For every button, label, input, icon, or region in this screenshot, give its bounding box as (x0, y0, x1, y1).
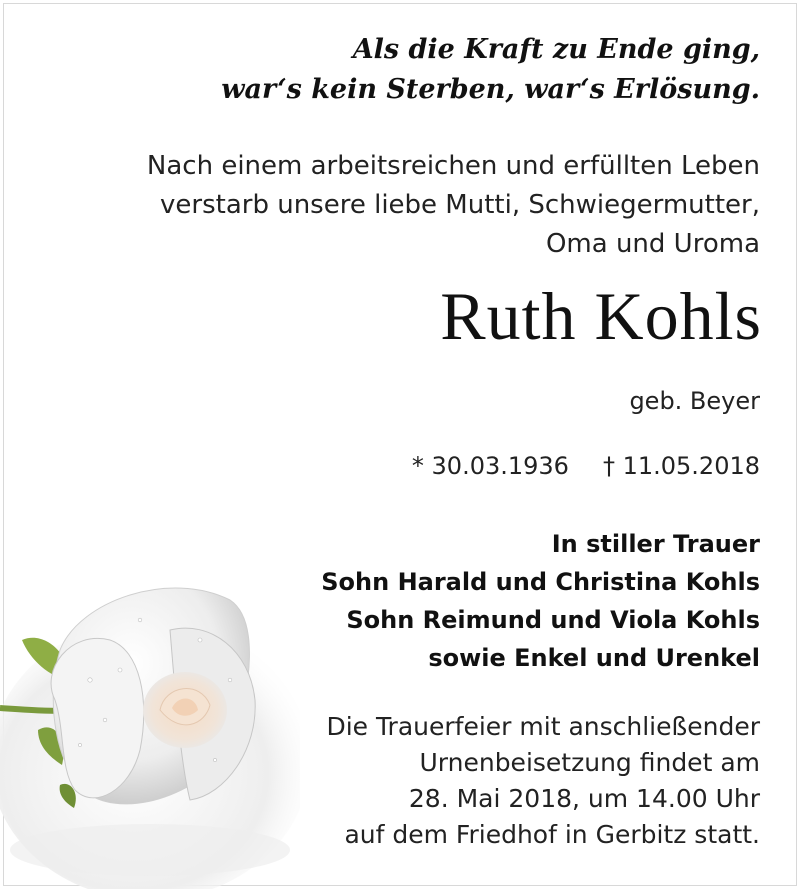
maiden-name: geb. Beyer (629, 387, 760, 415)
funeral-line: auf dem Friedhof in Gerbitz statt. (344, 820, 760, 849)
funeral-line: 28. Mai 2018, um 14.00 Uhr (408, 784, 760, 813)
funeral-line: Die Trauerfeier mit anschließender (326, 712, 760, 741)
mourner-name: Sohn Harald und Christina Kohls (321, 568, 760, 596)
motto-line: war‘s kein Sterben, war‘s Erlösung. (221, 74, 760, 105)
funeral-line: Urnenbeisetzung findet am (419, 748, 760, 777)
motto-verse (221, 30, 760, 110)
mourner-name: Sohn Reimund und Viola Kohls (346, 606, 760, 634)
white-rose-image (0, 560, 300, 889)
mourners-block (321, 525, 760, 677)
intro-text (147, 147, 760, 264)
motto-line: Als die Kraft zu Ende ging, (352, 34, 760, 65)
intro-line: Nach einem arbeitsreichen und erfüllten Leben (146, 151, 760, 181)
mourning-heading: In stiller Trauer (551, 530, 760, 558)
mourner-name: sowie Enkel und Urenkel (428, 644, 760, 672)
life-dates (412, 448, 760, 484)
death-date: † 11.05.2018 (602, 452, 760, 480)
deceased-name: Ruth Kohls (440, 278, 762, 354)
intro-line: verstarb unsere liebe Mutti, Schwiegermutter, (160, 190, 760, 220)
intro-line: Oma und Uroma (545, 229, 760, 259)
birth-date: * 30.03.1936 (411, 452, 569, 480)
funeral-details (326, 709, 760, 853)
